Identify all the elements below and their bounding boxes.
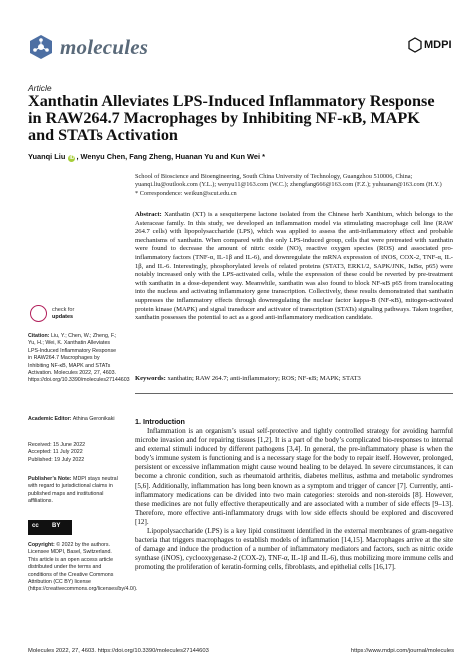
introduction-body [135,427,453,573]
published-date: Published: 19 July 2022 [28,456,85,463]
check-updates-icon [30,305,47,322]
divider [135,393,453,394]
orcid-icon[interactable]: iD [69,155,75,161]
citation-label: Citation: [28,333,50,339]
check-updates-label: check for updates [52,307,75,320]
editor-block [28,416,120,423]
received-date: Received: 15 June 2022 [28,442,86,448]
corresponding-mark: * [262,152,265,161]
keywords [135,375,453,384]
editor-name: Athina Geronikaki [72,416,115,422]
by-icon: BY [52,523,61,529]
article-title: Xanthatin Alleviates LPS-Induced Inflammatory Response in RAW264.7 Macrophages by Inhibiting NF-κB, MAPK and STATs Activation [28,92,435,144]
journal-header [28,34,452,60]
affiliation-block [135,173,455,198]
note-label: Publisher’s Note: [28,476,72,482]
check-for-updates-badge[interactable] [28,303,108,325]
footer-citation: Molecules 2022, 27, 4603. https://doi.org/10.3390/molecules27144603 [28,648,209,654]
author-name[interactable]: Wenyu Chen [80,152,126,161]
copyright-label: Copyright: [28,542,55,548]
accepted-date: Accepted: 11 July 2022 [28,449,83,456]
affiliation: School of Bioscience and Bioengineering, South China University of Technology, Guangzhou 510006, China; yuanqi.liu@outlook.com (Y.L.); wenyu11@163.com (W.C.); zhengfang666@163.com (F.Z.); yuhuanan@163.com (H.Y.) [135,173,442,189]
abstract-text: Xanthatin (XT) is a sesquiterpene lactone isolated from the Chinese herb Xanthium, which belongs to the Asteraceae family. In this study, we developed an inflammation model via stimulating macrophage cell line (RAW 264.7 cells) with lipopolysaccharide (LPS), which was applied to assess the anti-inflammatory effect and probable mechanisms of xanthatin. When compared with the only LPS-induced group, cells that were pretreated with xanthatin were found to decrease the amount of nitric oxide (NO), reactive oxygen species (ROS) and associated pro-inflammatory factors (TNF-α, IL-1β and IL-6), and downregulate the mRNA expression of iNOS, COX-2, TNF-α, IL-1β, and IL-6. Interestingly, phosphorylated levels of related proteins (STAT3, ERK1/2, SAPK/JNK, IκBα, p65) were notably increased only with the LPS-activated cells, while the expression of these could be reverted by pre-treatment with xanthatin in a dose-dependent way. Meanwhile, xanthatin was also found to block NF-κB p65 from translocating into the nucleus and activating inflammatory gene transcription. Collectively, these results demonstrated that xanthatin suppresses the inflammatory effects through downregulating the nuclear factor kappa-B (NF-κB), mitogen-activated protein kinase (MAPK) and signal transducer and activator of transcription (STATs) signaling pathways. Taken together, xanthatin possesses the potential to act as a good anti-inflammatory medication candidate. [135,211,453,322]
publisher-note [28,476,120,506]
keywords-label: Keywords: [135,375,166,382]
abstract-label: Abstract: [135,211,162,218]
corresponding-mark: * [135,189,139,197]
author-name[interactable]: Kun Wei [230,152,261,161]
cc-icon: cc [32,523,39,529]
author-list: Yuanqi Liu iD , Wenyu Chen, Fang Zheng, Huanan Yu and Kun Wei * [28,152,265,161]
journal-url-link[interactable]: https://www.mdpi.com/journal/molecules [350,648,454,654]
cc-license-badge[interactable] [28,520,72,535]
publisher-name: MDPI [424,39,452,51]
mdpi-icon [408,37,422,53]
author-name[interactable]: Fang Zheng [129,152,172,161]
keywords-text: xanthatin; RAW 264.7; anti-inflammatory; ROS; NF-κB; MAPK; STAT3 [167,375,361,382]
journal-name: molecules [60,35,149,59]
author-name[interactable]: Huanan Yu [175,152,214,161]
author-name[interactable]: Yuanqi Liu [28,152,66,161]
section-heading: 1. Introduction [135,417,185,426]
citation-text: Liu, Y.; Chen, W.; Zheng, F.; Yu, H.; Wei, K. Xanthatin Alleviates LPS-Induced Inflammatory Response in RAW264.7 Macrophages by Inhibiting NF-κB, MAPK and STATs Activation. Molecules 2022, 27, 4603. https://doi.org/10.3390/molecules27144603 [28,333,130,384]
paragraph: Inflammation is an organism’s usual self-protective and tightly controlled strategy for avoiding harmful microbe invasion and for repairing tissues [1,2]. It is a part of the body’s complicated bio-responses to internal and external stimuli induced by different pathogens [3,4]. In general, the pre-inflammatory phase is when the body’s immune system is functioning and is a necessary stage for the body to repair itself. However, prolonged, persistent or excessive inflammation might cause wound healing to be delayed. In severe circumstances, it can become a chronic condition, such as rheumatoid arthritis, diabetes mellitus, asthma and metabolic syndromes [5,6]. Additionally, inflammation has long been known as a symptom and trigger of cancer [7]. Currently, anti-inflammatory medications can be divided into two main categories: steroids and non-steroids [8]. However, these medicines are not fully effective therapeutically and are associated with a number of side effects [9–13]. Therefore, more effective anti-inflammatory drugs with low side effects should be explored and discovered [12]. [135,427,453,526]
abstract [135,211,453,323]
note-text: MDPI stays neutral with regard to jurisdictional claims in published maps and institutional affiliations. [28,476,118,505]
article-type: Article [28,83,52,93]
copyright-block [28,542,138,594]
dates-block [28,442,120,464]
citation-block [28,333,130,385]
paragraph: Lipopolysaccharide (LPS) is a key lipid constituent identified in the external membranes of gram-negative bacteria that triggers macrophages to establish models of inflammation [14,15]. Macrophages arrive at the site of damage and induce the production of a number of inflammatory mediators and factors, such as nitric oxide synthase (iNOS), cyclooxygenase-2 (COX-2), TNF-α, IL-1β and IL-6), thus mobilizing more immune cells and promoting the proliferation of keratin-forming cells, fibroblasts, and epithelial cells [16,17]. [135,527,453,572]
copyright-text: © 2022 by the authors. Licensee MDPI, Basel, Switzerland. This article is an open access article distributed under the terms and conditions of the Creative Commons Attribution (CC BY) license (https://creativecommons.org/licenses/by/4.0/). [28,542,138,593]
journal-logo-icon [28,34,54,60]
editor-label: Academic Editor: [28,416,72,422]
correspondence: Correspondence: weikun@scut.edu.cn [139,189,237,197]
